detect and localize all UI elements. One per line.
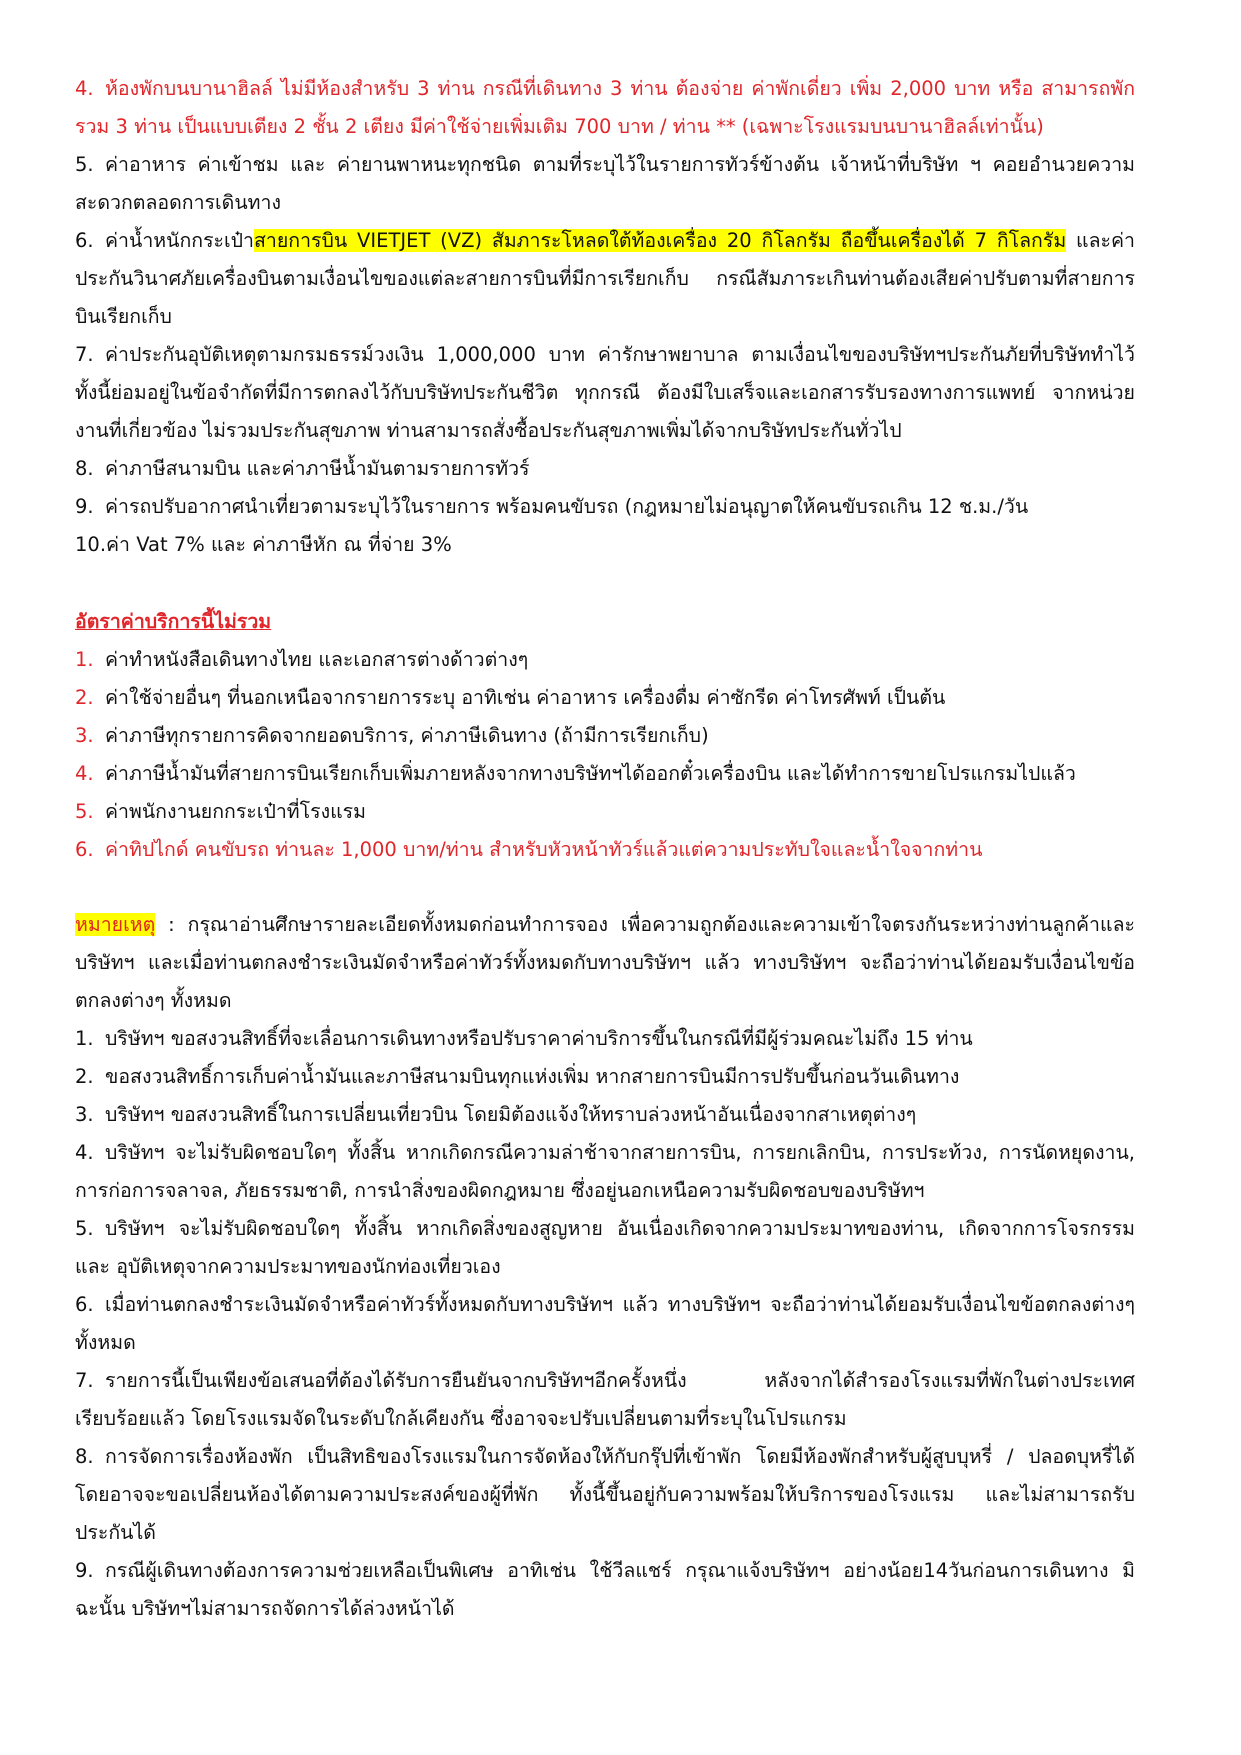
included-services-list — [75, 70, 1135, 564]
excluded-item-5 — [75, 793, 1135, 831]
item-number: 2. — [75, 686, 94, 709]
item-text: ห้องพักบนบานาฮิลล์ ไม่มีห้องสำหรับ 3 ท่าน กรณีที่เดินทาง 3 ท่าน ต้องจ่าย ค่าพักเดี่ยว เพิ่ม 2,000 บาท หรือ สามารถพักรวม 3 ท่าน เป็นแบบเตียง 2 ชั้น 2 เตียง มีค่าใช้จ่ายเพิ่มเติม 700 บาท / ท่าน ** (เฉพาะโรงแรมบนบานาฮิลล์เท่านั้น) — [75, 77, 1135, 138]
item-number: 5. — [75, 1217, 94, 1240]
remarks-section — [75, 906, 1135, 1628]
item-text: ค่า Vat 7% และ ค่าภาษีหัก ณ ที่จ่าย 3% — [106, 533, 452, 556]
item-text-cont: และค่าประกันวินาศภัยเครื่องบินตามเงื่อนไขของแต่ละสายการบินที่มีการเรียกเก็บ กรณีสัมภาระเกินท่านต้องเสียค่าปรับตามที่สายการบินเรียกเก็บ — [75, 229, 1135, 328]
remarks-item-3 — [75, 1096, 1135, 1134]
item-text: ค่าประกันอุบัติเหตุตามกรมธรรม์วงเงิน 1,000,000 บาท ค่ารักษาพยาบาล ตามเงื่อนไขของบริษัทฯประกันภัยที่บริษัททำไว้ ทั้งนี้ย่อมอยู่ในข้อจำกัดที่มีการตกลงไว้กับบริษัทประกันชีวิต ทุกกรณี ต้องมีใบเสร็จและเอกสารรับรองทางการแพทย์ จากหน่วยงานที่เกี่ยวข้อง ไม่รวมประกันสุขภาพ ท่านสามารถสั่งซื้อประกันสุขภาพเพิ่มได้จากบริษัทประกันทั่วไป — [75, 343, 1135, 442]
remarks-item-2 — [75, 1058, 1135, 1096]
included-item-9 — [75, 488, 1135, 526]
highlighted-baggage-text: สายการบิน VIETJET (VZ) สัมภาระโหลดใต้ท้องเครื่อง 20 กิโลกรัม ถือขึ้นเครื่องได้ 7 กิโลกรัม — [254, 229, 1067, 252]
item-number: 6. — [75, 1293, 94, 1316]
item-number: 9. — [75, 495, 94, 518]
remarks-item-1 — [75, 1020, 1135, 1058]
item-number: 5. — [75, 153, 94, 176]
included-item-8 — [75, 450, 1135, 488]
remarks-item-4 — [75, 1134, 1135, 1210]
item-text: เมื่อท่านตกลงชำระเงินมัดจำหรือค่าทัวร์ทั้งหมดกับทางบริษัทฯ แล้ว ทางบริษัทฯ จะถือว่าท่านได้ยอมรับเงื่อนไขข้อตกลงต่างๆ ทั้งหมด — [75, 1293, 1135, 1354]
remarks-label: หมายเหตุ — [75, 913, 156, 936]
item-number: 6. — [75, 838, 94, 861]
item-text: ค่าน้ำหนักกระเป๋า — [105, 229, 255, 252]
item-text: ค่าภาษีน้ำมันที่สายการบินเรียกเก็บเพิ่มภายหลังจากทางบริษัทฯได้ออกตั๋วเครื่องบิน และได้ทำการขายโปรแกรมไปแล้ว — [105, 762, 1076, 785]
excluded-item-2 — [75, 679, 1135, 717]
remarks-item-6 — [75, 1286, 1135, 1362]
remarks-intro — [75, 906, 1135, 1020]
item-number: 1. — [75, 648, 94, 671]
item-number: 7. — [75, 343, 94, 366]
item-text: ค่าภาษีสนามบิน และค่าภาษีน้ำมันตามรายการทัวร์ — [105, 457, 530, 480]
item-number: 7. — [75, 1369, 94, 1392]
remarks-item-8 — [75, 1438, 1135, 1552]
item-text: บริษัทฯ ขอสงวนสิทธิ์ในการเปลี่ยนเที่ยวบิน โดยมิต้องแจ้งให้ทราบล่วงหน้าอันเนื่องจากสาเหตุต่างๆ — [105, 1103, 917, 1126]
item-number: 4. — [75, 77, 94, 100]
excluded-item-3 — [75, 717, 1135, 755]
item-number: 10. — [75, 533, 107, 556]
item-number: 2. — [75, 1065, 94, 1088]
item-text: ค่าทำหนังสือเดินทางไทย และเอกสารต่างด้าวต่างๆ — [105, 648, 529, 671]
item-number: 4. — [75, 762, 94, 785]
item-number: 6. — [75, 229, 94, 252]
included-item-5 — [75, 146, 1135, 222]
excluded-services-section — [75, 603, 1135, 869]
item-text: ค่าภาษีทุกรายการคิดจากยอดบริการ, ค่าภาษีเดินทาง (ถ้ามีการเรียกเก็บ) — [105, 724, 709, 747]
item-number: 3. — [75, 724, 94, 747]
excluded-item-1 — [75, 641, 1135, 679]
item-text: ค่าอาหาร ค่าเข้าชม และ ค่ายานพาหนะทุกชนิด ตามที่ระบุไว้ในรายการทัวร์ข้างต้น เจ้าหน้าที่บริษัท ฯ คอยอำนวยความสะดวกตลอดการเดินทาง — [75, 153, 1135, 214]
remarks-intro-text: : กรุณาอ่านศึกษารายละเอียดทั้งหมดก่อนทำการจอง เพื่อความถูกต้องและความเข้าใจตรงกันระหว่างท่านลูกค้าและบริษัทฯ และเมื่อท่านตกลงชำระเงินมัดจำหรือค่าทัวร์ทั้งหมดกับทางบริษัทฯ แล้ว ทางบริษัทฯ จะถือว่าท่านได้ยอมรับเงื่อนไขข้อตกลงต่างๆ ทั้งหมด — [75, 913, 1135, 1012]
item-number: 9. — [75, 1559, 94, 1582]
item-number: 3. — [75, 1103, 94, 1126]
item-text: ค่าพนักงานยกกระเป๋าที่โรงแรม — [105, 800, 366, 823]
item-text: ค่าใช้จ่ายอื่นๆ ที่นอกเหนือจากรายการระบุ อาทิเช่น ค่าอาหาร เครื่องดื่ม ค่าซักรีด ค่าโทรศัพท์ เป็นต้น — [105, 686, 946, 709]
included-item-7 — [75, 336, 1135, 450]
item-text: ค่ารถปรับอากาศนำเที่ยวตามระบุไว้ในรายการ พร้อมคนขับรถ (กฎหมายไม่อนุญาตให้คนขับรถเกิน 12 ช.ม./วัน — [105, 495, 1029, 518]
item-number: 4. — [75, 1141, 94, 1164]
item-text: การจัดการเรื่องห้องพัก เป็นสิทธิของโรงแรมในการจัดห้องให้กับกรุ๊ปที่เข้าพัก โดยมีห้องพักสำหรับผู้สูบบุหรี่ / ปลอดบุหรี่ได้ โดยอาจจะขอเปลี่ยนห้องได้ตามความประสงค์ของผู้ที่พัก ทั้งนี้ขึ้นอยู่กับความพร้อมให้บริการของโรงแรม และไม่สามารถรับประกันได้ — [75, 1445, 1135, 1544]
item-text: บริษัทฯ ขอสงวนสิทธิ์ที่จะเลื่อนการเดินทางหรือปรับราคาค่าบริการขึ้นในกรณีที่มีผู้ร่วมคณะไม่ถึง 15 ท่าน — [105, 1027, 973, 1050]
included-item-10 — [75, 526, 1135, 564]
item-text: บริษัทฯ จะไม่รับผิดชอบใดๆ ทั้งสิ้น หากเกิดกรณีความล่าช้าจากสายการบิน, การยกเลิกบิน, การประท้วง, การนัดหยุดงาน, การก่อการจลาจล, ภัยธรรมชาติ, การนำสิ่งของผิดกฎหมาย ซึ่งอยู่นอกเหนือความรับผิดชอบของบริษัทฯ — [75, 1141, 1135, 1202]
item-text: รายการนี้เป็นเพียงข้อเสนอที่ต้องได้รับการยืนยันจากบริษัทฯอีกครั้งหนึ่ง หลังจากได้สำรองโรงแรมที่พักในต่างประเทศเรียบร้อยแล้ว โดยโรงแรมจัดในระดับใกล้เคียงกัน ซึ่งอาจจะปรับเปลี่ยนตามที่ระบุในโปรแกรม — [75, 1369, 1135, 1430]
excluded-item-4 — [75, 755, 1135, 793]
excluded-item-6 — [75, 831, 1135, 869]
excluded-heading: อัตราค่าบริการนี้ไม่รวม — [75, 610, 272, 633]
item-number: 8. — [75, 457, 94, 480]
remarks-item-5 — [75, 1210, 1135, 1286]
item-number: 1. — [75, 1027, 94, 1050]
item-number: 5. — [75, 800, 94, 823]
included-item-6 — [75, 222, 1135, 336]
item-text: กรณีผู้เดินทางต้องการความช่วยเหลือเป็นพิเศษ อาทิเช่น ใช้วีลแชร์ กรุณาแจ้งบริษัทฯ อย่างน้อย14วันก่อนการเดินทาง มิฉะนั้น บริษัทฯไม่สามารถจัดการได้ล่วงหน้าได้ — [75, 1559, 1135, 1620]
item-text: ขอสงวนสิทธิ์การเก็บค่าน้ำมันและภาษีสนามบินทุกแห่งเพิ่ม หากสายการบินมีการปรับขึ้นก่อนวันเดินทาง — [105, 1065, 960, 1088]
remarks-item-9 — [75, 1552, 1135, 1628]
remarks-item-7 — [75, 1362, 1135, 1438]
item-number: 8. — [75, 1445, 94, 1468]
item-text: บริษัทฯ จะไม่รับผิดชอบใดๆ ทั้งสิ้น หากเกิดสิ่งของสูญหาย อันเนื่องเกิดจากความประมาทของท่าน, เกิดจากการโจรกรรม และ อุบัติเหตุจากความประมาทของนักท่องเที่ยวเอง — [75, 1217, 1135, 1278]
included-item-4 — [75, 70, 1135, 146]
item-text: ค่าทิปไกด์ คนขับรถ ท่านละ 1,000 บาท/ท่าน สำหรับหัวหน้าทัวร์แล้วแต่ความประทับใจและน้ำใจจากท่าน — [105, 838, 983, 861]
